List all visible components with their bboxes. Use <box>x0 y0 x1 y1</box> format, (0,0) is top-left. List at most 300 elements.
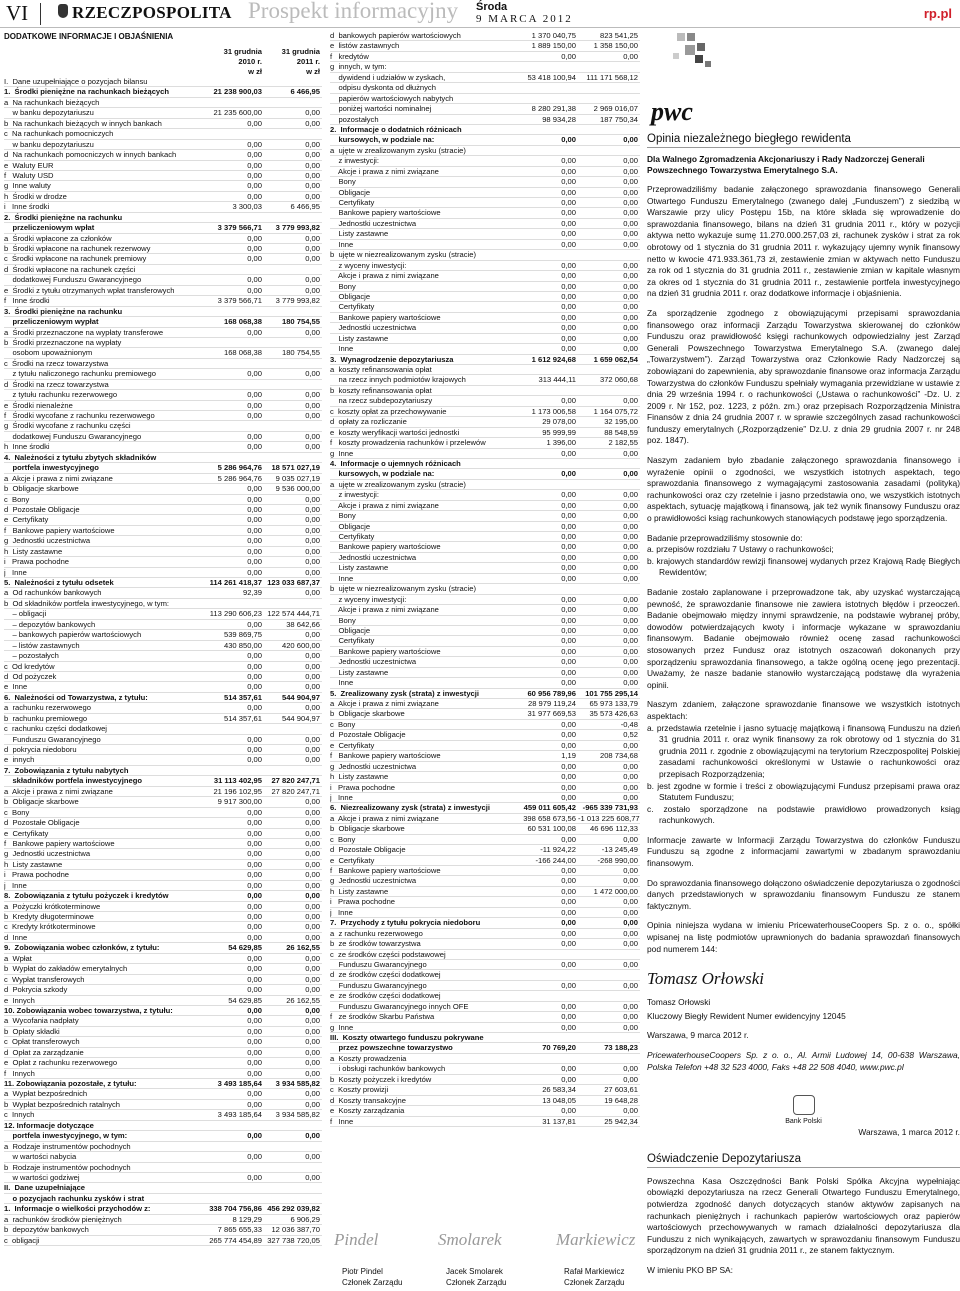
row-label: d Pokrycia szkody <box>4 985 68 995</box>
table-row <box>330 250 640 260</box>
row-label: g Jednostki uczestnictwa <box>330 876 417 886</box>
value-2010 <box>516 970 578 979</box>
table-row <box>4 390 322 400</box>
value-2010: 0,00 <box>561 886 576 896</box>
table-row <box>4 1089 322 1099</box>
table-row <box>4 1100 322 1110</box>
row-label: b depozytów bankowych <box>4 1225 89 1235</box>
value-2010: 0,00 <box>247 484 262 494</box>
row-label: Akcje i prawa z nimi związane <box>330 605 439 615</box>
table-row <box>330 125 640 135</box>
value-2010 <box>206 453 264 462</box>
table-row <box>4 1006 322 1016</box>
table-row <box>4 474 322 484</box>
table-row <box>4 119 322 129</box>
value-2010: 514 357,61 <box>223 692 262 702</box>
row-label: 6. Należności od Towarzystwa, z tytułu: <box>4 692 148 702</box>
table-row <box>4 484 322 494</box>
row-label: c Wypłat transferowych <box>4 974 85 984</box>
value-2011: 111 171 568,12 <box>586 72 638 82</box>
row-label: b Środki wpłacone na rachunek rezerwowy <box>4 244 151 253</box>
table-row <box>330 762 640 772</box>
table-row <box>330 605 640 615</box>
value-2010: 0,00 <box>247 233 262 243</box>
row-label: odpisu dyskonta od dłużnych <box>330 83 436 93</box>
row-label: d Pozostałe Obligacje <box>330 730 406 740</box>
value-2011: 0,00 <box>305 442 320 452</box>
value-2011: 0,00 <box>623 667 638 677</box>
table-row <box>330 428 640 438</box>
value-2010 <box>206 599 264 608</box>
value-2010: 0,00 <box>247 1016 262 1026</box>
row-label: Akcje i prawa z nimi związane <box>330 166 439 176</box>
row-label: b Środki przeznaczone na wypłaty <box>4 337 122 347</box>
table-row <box>330 313 640 323</box>
value-2011: 0,00 <box>305 160 320 170</box>
value-2011: -1 013 225 608,77 <box>578 813 640 823</box>
opinion-addressee: Dla Walnego Zgromadzenia Akcjonariuszy i Rady Nadzorczej Generali Powszechnego Towarzystwa Emerytalnego S.A. <box>647 154 925 175</box>
table-row <box>330 104 640 114</box>
table-row <box>330 73 640 83</box>
table-row <box>330 876 640 886</box>
row-label: 12. Informacje dotyczące <box>4 1120 94 1130</box>
table-row <box>330 1085 640 1095</box>
value-2011: 0,00 <box>305 953 320 963</box>
value-2011: 0,00 <box>623 657 638 667</box>
value-2010: 3 300,03 <box>232 202 262 212</box>
row-label: Obligacje <box>330 291 371 301</box>
value-2010 <box>516 950 578 959</box>
row-label: w banku depozytariuszu <box>4 108 94 118</box>
value-2011: 0,00 <box>623 678 638 688</box>
value-2010: 1 370 040,75 <box>531 31 576 40</box>
value-2011: 0,00 <box>305 661 320 671</box>
value-2010 <box>206 1183 264 1192</box>
newspaper-logo: RZECZPOSPOLITA <box>72 3 232 22</box>
value-2010: 0,00 <box>561 678 576 688</box>
value-2010 <box>206 1121 264 1130</box>
value-2010: 0,00 <box>247 1152 262 1162</box>
row-label: Listy zastawne <box>330 333 389 343</box>
row-label: przez powszechne towarzystwo <box>330 1043 453 1053</box>
value-2011: 0,00 <box>623 594 638 604</box>
value-2010: 514 357,61 <box>223 713 262 723</box>
row-label: e Certyfikaty <box>4 515 49 525</box>
row-label: d Pozostałe Obligacje <box>4 504 80 514</box>
table-row <box>4 1215 322 1225</box>
header-divider <box>40 3 41 25</box>
table-row <box>4 922 322 932</box>
value-2011: 544 904,97 <box>281 713 320 723</box>
value-2011 <box>264 453 322 462</box>
value-2010: 1 173 006,58 <box>531 406 576 416</box>
table-row <box>4 296 322 306</box>
value-2010 <box>516 83 578 92</box>
value-2011: 0,00 <box>305 150 320 160</box>
value-2011: -13 245,49 <box>601 845 638 855</box>
value-2010: 0,00 <box>561 469 576 479</box>
table-row <box>4 964 322 974</box>
table-row <box>4 1121 322 1131</box>
row-label: Jednostki uczestnictwa <box>330 218 417 228</box>
value-2010: 0,00 <box>561 490 576 500</box>
value-2010: 539 869,75 <box>223 630 262 640</box>
row-label: Certyfikaty <box>330 198 375 207</box>
value-2010: 5 286 964,76 <box>217 473 262 483</box>
table-row <box>330 396 640 406</box>
row-label: b Kredyty długoterminowe <box>4 912 94 921</box>
table-row <box>330 522 640 532</box>
row-label: i Prawa pochodne <box>4 870 70 880</box>
value-2010: 0,00 <box>561 563 576 573</box>
header-2011: 31 grudnia 2011 r. w zł <box>281 47 320 76</box>
opinion-paragraph: Badanie przeprowadziliśmy stosownie do: <box>647 532 803 543</box>
row-label: i Prawa pochodne <box>4 557 70 567</box>
table-row <box>4 902 322 912</box>
table-row <box>4 442 322 452</box>
row-label: a koszty refinansowania opłat <box>330 365 432 374</box>
value-2011: 6 466,95 <box>290 87 320 97</box>
value-2010: 0,00 <box>247 536 262 546</box>
row-label: Bony <box>330 511 356 521</box>
value-2011: 0,00 <box>623 897 638 907</box>
notes-table-1 <box>4 77 322 1246</box>
value-2010: 0,00 <box>561 333 576 343</box>
value-2011: 3 779 993,82 <box>275 223 320 233</box>
value-2011: 0,00 <box>305 880 320 890</box>
value-2010: 459 011 605,42 <box>523 803 576 813</box>
value-2010: 0,00 <box>561 135 576 145</box>
value-2011: -268 990,00 <box>597 855 638 865</box>
value-2010 <box>516 1054 578 1063</box>
table-row <box>330 83 640 93</box>
row-label: h Inne środki <box>4 442 50 452</box>
value-2011 <box>578 1033 640 1042</box>
table-row <box>4 943 322 953</box>
row-label: c Innych <box>4 1110 35 1120</box>
row-label: Certyfikaty <box>330 636 375 646</box>
value-2011: 420 600,00 <box>281 640 320 650</box>
site-link[interactable]: rp.pl <box>923 6 952 21</box>
row-label: i Prawa pochodne <box>330 782 396 792</box>
row-label: 2. Środki pieniężne na rachunku <box>4 212 123 222</box>
row-label: h Listy zastawne <box>330 772 389 782</box>
table-row <box>330 115 640 125</box>
value-2011: 0,00 <box>305 703 320 713</box>
row-label: przeliczeniowym wpłat <box>4 223 95 233</box>
row-label: b Opłaty składki <box>4 1026 60 1036</box>
value-2010: 0,00 <box>561 218 576 228</box>
row-label: 5. Zrealizowany zysk (strata) z inwestycji <box>330 688 479 698</box>
value-2011: 0,00 <box>305 285 320 295</box>
row-label: 6. Niezrealizowany zysk (strata) z inwestycji <box>330 803 490 813</box>
value-2010 <box>206 724 264 733</box>
table-row <box>330 950 640 960</box>
value-2010: 0,00 <box>247 400 262 410</box>
row-label: pozostałych <box>330 114 379 124</box>
value-2011: 0,00 <box>305 588 320 598</box>
value-2011 <box>264 213 322 222</box>
value-2010: 54 629,85 <box>228 995 262 1005</box>
row-label: c Bony <box>330 719 356 729</box>
value-2011 <box>578 94 640 103</box>
value-2010: 0,00 <box>247 859 262 869</box>
value-2010: 0,00 <box>561 866 576 875</box>
value-2010 <box>206 359 264 368</box>
value-2010: 0,00 <box>247 818 262 828</box>
value-2011: 0,00 <box>305 818 320 828</box>
notes-table-2 <box>330 31 640 1127</box>
value-2010: 168 068,38 <box>223 317 262 327</box>
value-2011: 0,00 <box>623 208 638 218</box>
table-row <box>330 271 640 281</box>
row-label: Inne <box>330 239 354 249</box>
value-2011: 0,00 <box>623 552 638 562</box>
table-row <box>4 818 322 828</box>
value-2010: 0,00 <box>561 51 576 61</box>
value-2010: 0,00 <box>247 880 262 890</box>
value-2010 <box>206 213 264 222</box>
row-label: g Jednostki uczestnictwa <box>4 536 91 546</box>
value-2011: 0,00 <box>623 218 638 228</box>
list-item: b. jest zgodne w formie i treści z obowiązującymi Fundusz przepisami prawa oraz Statutem Funduszu; <box>647 780 960 803</box>
value-2010: 0,00 <box>561 615 576 625</box>
pwc-logo: pwc <box>651 97 693 126</box>
bank-logo <box>647 1095 960 1125</box>
signer-role: Członek Zarządu <box>564 1278 625 1287</box>
table-row <box>4 933 322 943</box>
row-label: – obligacji <box>4 609 47 619</box>
signature-image: Pindel <box>334 1230 379 1249</box>
value-2011: 0,00 <box>623 1012 638 1022</box>
table-row <box>330 783 640 793</box>
row-label: a Na rachunkach bieżących <box>4 97 100 107</box>
value-2010: 0,00 <box>561 521 576 531</box>
table-row <box>4 588 322 598</box>
value-2010: 0,00 <box>247 922 262 932</box>
value-2011: 0,00 <box>305 682 320 692</box>
table-row <box>4 108 322 118</box>
row-label: j Inne <box>4 880 27 890</box>
value-2011: 0,00 <box>623 260 638 270</box>
value-2010: 0,00 <box>247 932 262 942</box>
value-2010: 0,00 <box>247 557 262 567</box>
value-2011: 544 904,97 <box>281 692 320 702</box>
value-2010: 0,00 <box>247 849 262 859</box>
row-label: b Obligacje skarbowe <box>4 484 79 494</box>
value-2011: 26 162,55 <box>286 995 320 1005</box>
row-label: a Akcje i prawa z nimi związane <box>4 473 113 483</box>
table-row <box>4 359 322 369</box>
table-row <box>4 641 322 651</box>
value-2010: 0,00 <box>247 1131 262 1141</box>
value-2011: 0,00 <box>305 515 320 525</box>
value-2011: 0,00 <box>305 870 320 880</box>
row-label: Funduszu Gwarancyjnego <box>330 959 427 969</box>
row-label: d ze środków części dodatkowej <box>330 970 441 980</box>
row-label: Bankowe papiery wartościowe <box>330 208 441 218</box>
value-2010 <box>516 459 578 468</box>
table-row <box>330 824 640 834</box>
row-label: a Wypłat bezpośrednich <box>4 1089 88 1099</box>
value-2011: 0,00 <box>623 281 638 291</box>
value-2011: 0,00 <box>623 959 638 969</box>
row-label: Listy zastawne <box>330 229 389 239</box>
value-2011: 0,00 <box>305 546 320 556</box>
value-2010: 21 235 600,00 <box>213 108 262 118</box>
table-row <box>4 568 322 578</box>
value-2010: 0,00 <box>247 442 262 452</box>
table-row <box>4 254 322 264</box>
table-row <box>4 348 322 358</box>
table-row <box>330 31 640 41</box>
value-2010: 0,00 <box>561 208 576 218</box>
value-2010: 13 048,05 <box>542 1095 576 1105</box>
row-label: c obligacji <box>4 1235 40 1245</box>
table-row <box>4 1037 322 1047</box>
value-2010: -11 924,22 <box>540 845 576 855</box>
declaration-title: Oświadczenie Depozytariusza <box>647 1153 960 1168</box>
row-label: e Inne <box>4 682 28 692</box>
table-row <box>330 1096 640 1106</box>
list-item: a. przedstawia rzetelnie i jasno sytuację majątkową i finansową Funduszu na dzień 31 grudnia 2011 r. oraz wynik finansowy za rok obrotowy od 1 stycznia do 31 grudnia 2011 r. zgodnie z obowiązującymi na terytorium Rzeczpospolitej Polskiej zasadami rachunkowości określonymi w Ustawie o rachunkowości oraz przepisach Rozporządzenia; <box>647 722 960 779</box>
value-2011: 19 648,28 <box>604 1095 638 1105</box>
row-label: c Bony <box>330 834 356 844</box>
row-label: Obligacje <box>330 187 371 197</box>
row-label: Bankowe papiery wartościowe <box>330 312 441 322</box>
value-2011 <box>578 480 640 489</box>
value-2011: 0,00 <box>305 1099 320 1109</box>
row-label: z tytułu naliczonego rachunku premiowego <box>4 369 156 379</box>
row-label: a z rachunku rezerwowego <box>330 928 423 938</box>
table-row <box>330 355 640 365</box>
row-label: Listy zastawne <box>330 667 389 677</box>
value-2010: 0,00 <box>247 745 262 754</box>
value-2011: 180 754,55 <box>281 348 320 358</box>
logo-square <box>685 45 695 55</box>
table-row <box>4 181 322 191</box>
value-2010: 0,00 <box>247 254 262 264</box>
value-2010: 70 769,20 <box>542 1043 576 1053</box>
table-row <box>4 1204 322 1214</box>
value-2011: 208 734,68 <box>599 751 638 761</box>
value-2011: 3 934 585,82 <box>275 1110 320 1120</box>
row-label: f Bankowe papiery wartościowe <box>330 751 441 761</box>
table-row <box>4 693 322 703</box>
value-2011: 0,00 <box>305 181 320 191</box>
value-2010: 0,00 <box>247 807 262 817</box>
row-label: poniżej wartości nominalnej <box>330 104 432 114</box>
table-row <box>330 208 640 218</box>
table-row <box>330 146 640 156</box>
value-2010: 29 078,00 <box>542 417 576 427</box>
table-row <box>4 1069 322 1079</box>
value-2010: 0,00 <box>561 511 576 521</box>
value-2011: 2 182,55 <box>608 438 638 448</box>
value-2011: 38 642,66 <box>286 619 320 629</box>
value-2010: 0,00 <box>561 573 576 583</box>
row-label: d Środki wpłacone na rachunek części <box>4 264 136 274</box>
row-label: Jednostki uczestnictwa <box>330 552 417 562</box>
row-label: c Koszty prowizji <box>330 1085 389 1095</box>
row-label: II. Dane uzupełniające <box>4 1183 86 1193</box>
value-2011: 35 573 426,63 <box>589 709 638 719</box>
value-2011: 0,00 <box>305 567 320 577</box>
row-label: – depozytów bankowych <box>4 619 96 629</box>
value-2011 <box>578 950 640 959</box>
value-2011: 9 035 027,19 <box>275 473 320 483</box>
row-label: c Środki na rzecz towarzystwa <box>4 358 109 368</box>
table-row <box>4 140 322 150</box>
value-2010: 0,00 <box>247 1099 262 1109</box>
row-label: d Opłat za zarządzanie <box>4 1047 84 1057</box>
table-row <box>4 672 322 682</box>
value-2011: 0,00 <box>623 939 638 949</box>
table-row <box>330 407 640 417</box>
value-2011: 0,00 <box>623 490 638 500</box>
table-row <box>4 714 322 724</box>
value-2011: 0,00 <box>623 563 638 573</box>
row-label: Certyfikaty <box>330 302 375 312</box>
value-2011: 0,00 <box>305 504 320 514</box>
row-label: b Wypłat do zakładów emerytalnych <box>4 964 128 974</box>
table-row <box>4 996 322 1006</box>
table-row <box>4 369 322 379</box>
value-2011 <box>578 250 640 259</box>
value-2010: 0,00 <box>561 1001 576 1011</box>
issue-day: Środa <box>476 1 508 13</box>
value-2011: 0,00 <box>623 51 638 61</box>
row-label: Bony <box>330 281 356 291</box>
table-row <box>330 94 640 104</box>
table-row <box>4 275 322 285</box>
value-2011: 0,00 <box>623 229 638 239</box>
value-2010: 92,39 <box>242 588 262 598</box>
table-row <box>4 328 322 338</box>
value-2010 <box>206 1142 264 1151</box>
opinion-paragraph: Badanie zostało zaplanowane i przeprowadzone tak, aby uzyskać wystarczającą pewność, że sprawozdanie finansowe nie zawiera istotnych błędów i przeoczeń. Badanie obejmowało między innymi sprawdzenie, na podstawie wybranej próby, dowodów potwierdzających kwoty i informacje wykazane w sprawozdaniu finansowym. Badanie obejmowało również ocenę zasad rachunkowości stosowanych przez Fundusz oraz istotnych oszacowań dokonanych przy sporządzeniu sprawozdania finansowego, a także ogólną ocenę jego prezentacji. Uważamy, że nasze badanie stanowiło wystarczającą podstawę dla wyrażenia opinii. <box>647 587 960 690</box>
value-2010: 0,00 <box>561 761 576 771</box>
value-2011: 0,00 <box>305 1058 320 1068</box>
value-2010: 0,00 <box>561 1106 576 1116</box>
value-2011: 372 060,68 <box>599 375 638 385</box>
value-2010: 0,00 <box>247 170 262 180</box>
value-2010 <box>206 265 264 274</box>
value-2011: 0,00 <box>305 191 320 201</box>
value-2010: 0,00 <box>561 187 576 197</box>
value-2010: 0,00 <box>561 834 576 844</box>
row-label: 3. Środki pieniężne na rachunku <box>4 306 123 316</box>
value-2010: 0,00 <box>247 504 262 514</box>
value-2011: 0,00 <box>623 1022 638 1032</box>
row-label: c Bony <box>4 807 30 817</box>
row-label: Inne <box>330 344 354 354</box>
row-label: o pozycjach rachunku zysków i strat <box>4 1193 145 1203</box>
value-2011: 0,00 <box>305 964 320 974</box>
row-label: f ze środków Skarbu Państwa <box>330 1012 435 1022</box>
table-row <box>330 302 640 312</box>
value-2011: 3 779 993,82 <box>275 296 320 306</box>
section-title: Prospekt informacyjny <box>248 0 459 23</box>
value-2010: 0,00 <box>561 1012 576 1022</box>
value-2010 <box>206 307 264 316</box>
table-row <box>330 730 640 740</box>
value-2010: 313 444,11 <box>538 375 576 385</box>
row-label: w banku depozytariuszu <box>4 139 94 149</box>
row-label: f kredytów <box>330 51 369 61</box>
value-2011: -0,48 <box>620 719 638 729</box>
row-label: składników portfela inwestycyjnego <box>4 776 142 786</box>
